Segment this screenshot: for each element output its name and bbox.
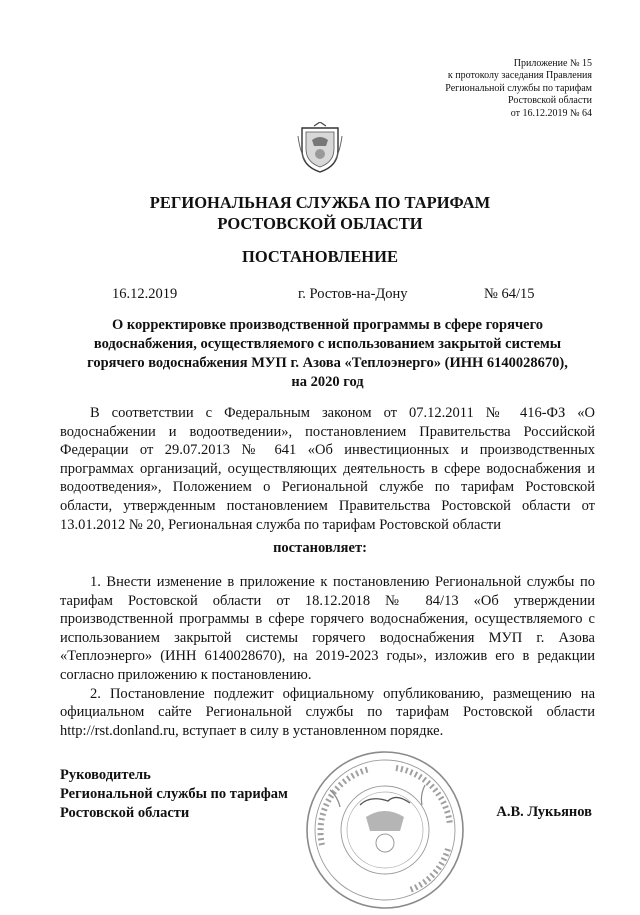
- org-line-1: РЕГИОНАЛЬНАЯ СЛУЖБА ПО ТАРИФАМ: [149, 193, 491, 212]
- item-2: 2. Постановление подлежит официальному опубликованию, размещению на официальном сайте Региональной службы по тарифам Ростовской области http://rst.donland.ru, вступает в силу в установленном порядке.: [60, 685, 595, 739]
- subject-line-1: О корректировке производственной программы в сфере горячего: [111, 317, 544, 333]
- annex-note: [445, 58, 592, 120]
- signature-block: [60, 766, 288, 823]
- official-seal-stamp: [300, 745, 470, 915]
- preamble-block: [60, 404, 595, 534]
- signer-position-line-1: Руководитель: [60, 767, 151, 783]
- annex-line-1: Приложение № 15: [513, 58, 592, 69]
- org-line-2: РОСТОВСКОЙ ОБЛАСТИ: [217, 214, 423, 233]
- items-block: [60, 573, 595, 740]
- preamble-text: В соответствии с Федеральным законом от 07.12.2011 № 416-ФЗ «О водоснабжении и водоотведении», постановлением Правительства Российской Федерации от 29.07.2013 № 641 «Об инвестиционных и производственных программах организаций, осуществляющих деятельность в сфере водоснабжения и водоотведения», Положением о Региональной службе по тарифам Ростовской области, утвержденным постановлением Правительства Ростовской области от 13.01.2012 № 20, Региональная служба по тарифам Ростовской области: [60, 405, 595, 533]
- item-1: 1. Внести изменение в приложение к постановлению Региональной службы по тарифам Ростовской области от 18.12.2018 № 84/13 «Об утверждении производственной программы в сфере горячего водоснабжения, осуществляемого с использованием закрытой системы горячего водоснабжения МУП г. Азова «Теплоэнерго» (ИНН 6140028670), на 2019-2023 годы», изложив его в редакции согласно приложению к постановлению.: [60, 574, 595, 683]
- signer-name: А.В. Лукьянов: [496, 804, 592, 820]
- signer-position-line-3: Ростовской области: [60, 805, 190, 821]
- annex-line-4: Ростовской области: [508, 95, 592, 107]
- annex-line-3: Региональной службы по тарифам: [445, 82, 592, 94]
- annex-line-5: от 16.12.2019 № 64: [510, 107, 592, 119]
- subject-line-2: водоснабжения, осуществляемого с использованием закрытой системы: [93, 336, 562, 352]
- subject-line-3: горячего водоснабжения МУП г. Азова «Теплоэнерго» (ИНН 6140028670),: [87, 355, 568, 371]
- document-number: № 64/15: [484, 286, 535, 302]
- signer-position-line-2: Региональной службы по тарифам: [60, 786, 288, 802]
- document-subject: [60, 316, 595, 392]
- annex-line-2: к протоколу заседания Правления: [447, 70, 592, 82]
- subject-line-4: на 2020 год: [291, 374, 364, 390]
- document-type: ПОСТАНОВЛЕНИЕ: [242, 247, 398, 266]
- resolves-heading: постановляет:: [273, 540, 367, 556]
- organization-title: [0, 192, 640, 234]
- document-place: г. Ростов-на-Дону: [298, 286, 408, 302]
- coat-of-arms-icon: [296, 122, 344, 174]
- document-date: 16.12.2019: [112, 286, 178, 302]
